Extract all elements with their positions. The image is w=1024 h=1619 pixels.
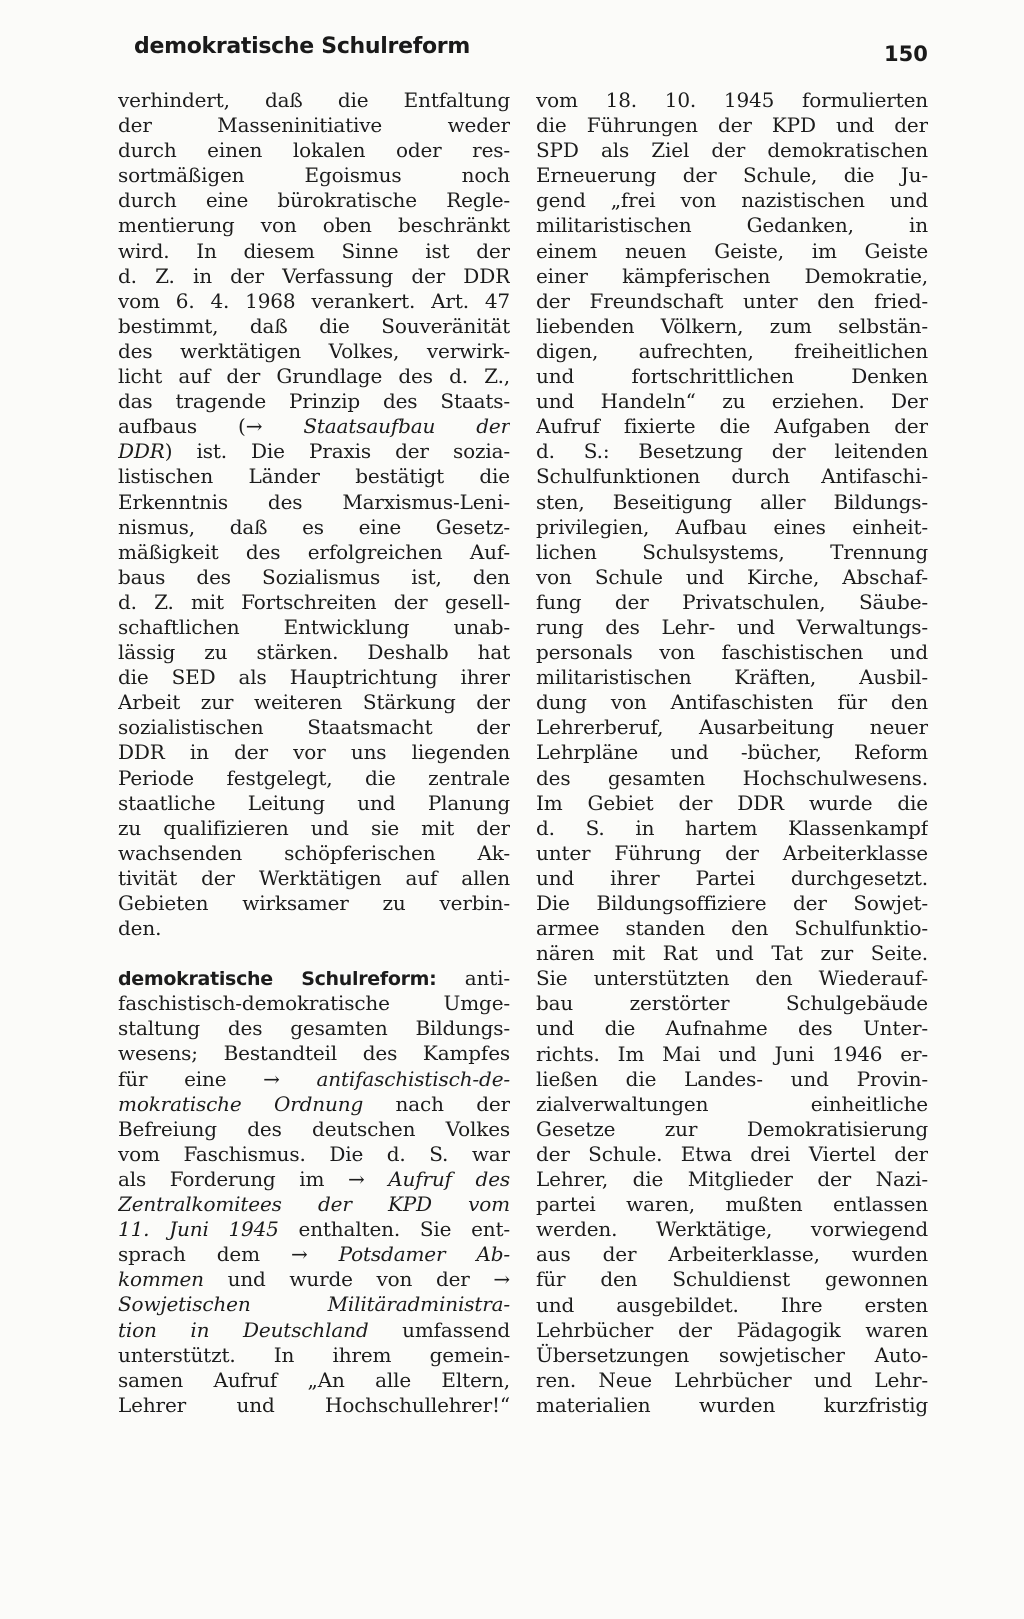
text-line: des gesamten Hochschulwesens.	[536, 765, 928, 790]
text-line: staatliche Leitung und Planung	[118, 790, 510, 815]
text-line: digen, aufrechten, freiheitlichen	[536, 338, 928, 363]
text-line: und ausgebildet. Ihre ersten	[536, 1292, 928, 1317]
text-line: zialverwaltungen einheitliche	[536, 1091, 928, 1116]
text-line: richts. Im Mai und Juni 1946 er-	[536, 1041, 928, 1066]
text-line: des werktätigen Volkes, verwirk-	[118, 338, 510, 363]
text-line: liebenden Völkern, zum selbstän-	[536, 313, 928, 338]
text-line: staltung des gesamten Bildungs-	[118, 1016, 510, 1041]
text-line: sten, Beseitigung aller Bildungs-	[536, 489, 928, 514]
page-number: 150	[884, 42, 928, 66]
text-line: bau zerstörter Schulgebäude	[536, 991, 928, 1016]
text-line: d. Z. in der Verfassung der DDR	[118, 263, 510, 288]
cross-reference: Potsdamer Ab-	[338, 1242, 510, 1267]
text-line: Lehrer, die Mitglieder der Nazi-	[536, 1167, 928, 1192]
text-line: d. Z. mit Fortschreiten der gesell-	[118, 589, 510, 614]
text-line: und Handeln“ zu erziehen. Der	[536, 389, 928, 414]
text-line: und die Aufnahme des Unter-	[536, 1016, 928, 1041]
text-line: für den Schuldienst gewonnen	[536, 1267, 928, 1292]
text-line: partei waren, mußten entlassen	[536, 1192, 928, 1217]
text-run: für eine →	[118, 1066, 317, 1091]
left-column	[118, 88, 510, 1418]
text-line: das tragende Prinzip des Staats-	[118, 389, 510, 414]
cross-reference: Sowjetischen Militäradministra-	[118, 1292, 510, 1317]
text-line: Arbeit zur weiteren Stärkung der	[118, 690, 510, 715]
text-line: den.	[118, 916, 162, 941]
text-line: Periode festgelegt, die zentrale	[118, 765, 510, 790]
text-run: und wurde von der →	[203, 1267, 510, 1292]
text-line: mäßigkeit des erfolgreichen Auf-	[118, 539, 510, 564]
cross-reference: Aufruf des	[388, 1166, 510, 1191]
text-line: listischen Länder bestätigt die	[118, 464, 510, 489]
text-line: nismus, daß es eine Gesetz-	[118, 514, 510, 539]
text-line: wird. In diesem Sinne ist der	[118, 238, 510, 263]
text-line: Erkenntnis des Marxismus-Leni-	[118, 489, 510, 514]
text-line	[118, 966, 510, 991]
text-line: Schulfunktionen durch Antifaschi-	[536, 464, 928, 489]
text-line: mentierung von oben beschränkt	[118, 213, 510, 238]
text-line	[118, 1092, 510, 1117]
cross-reference: Staatsaufbau der	[303, 414, 510, 439]
text-line	[118, 1267, 510, 1292]
entry-headword: demokratische Schulreform:	[118, 968, 437, 991]
text-line: d. S. in hartem Klassenkampf	[536, 815, 928, 840]
text-line: Aufruf fixierte die Aufgaben der	[536, 414, 928, 439]
text-line: lässig zu stärken. Deshalb hat	[118, 640, 510, 665]
text-line: vom 6. 4. 1968 verankert. Art. 47	[118, 288, 510, 313]
cross-reference: mokratische Ordnung	[118, 1091, 364, 1116]
text-line	[118, 439, 510, 464]
text-line: und fortschrittlichen Denken	[536, 364, 928, 389]
cross-reference: 11. Juni 1945	[118, 1217, 279, 1242]
text-line	[118, 1318, 510, 1343]
text-line: sozialistischen Staatsmacht der	[118, 715, 510, 740]
text-line: ließen die Landes- und Provin-	[536, 1066, 928, 1091]
text-line: nären mit Rat und Tat zur Seite.	[536, 941, 928, 966]
text-line: durch einen lokalen oder res-	[118, 138, 510, 163]
text-line: faschistisch-demokratische Umge-	[118, 991, 510, 1016]
text-run: sprach dem →	[118, 1242, 339, 1267]
right-column	[536, 88, 928, 1418]
text-line	[118, 1192, 510, 1217]
cross-reference: DDR	[118, 439, 165, 464]
text-line: gend „frei von nazistischen und	[536, 188, 928, 213]
text-line: baus des Sozialismus ist, den	[118, 564, 510, 589]
cross-reference: kommen	[118, 1267, 204, 1292]
text-line	[118, 1217, 510, 1242]
text-line: ren. Neue Lehrbücher und Lehr-	[536, 1367, 928, 1392]
text-line: und ihrer Partei durchgesetzt.	[536, 865, 928, 890]
text-line: militaristischen Gedanken, in	[536, 213, 928, 238]
text-line: durch eine bürokratische Regle-	[118, 188, 510, 213]
text-run: enthalten. Sie ent-	[278, 1217, 510, 1242]
text-line: unter Führung der Arbeiterklasse	[536, 840, 928, 865]
text-line: vom 18. 10. 1945 formulierten	[536, 88, 928, 112]
text-line: Gesetze zur Demokratisierung	[536, 1116, 928, 1141]
text-line	[118, 414, 510, 439]
text-line: der Masseninitiative weder	[118, 113, 510, 138]
text-line: unterstützt. In ihrem gemein-	[118, 1342, 510, 1367]
text-run: anti-	[436, 966, 510, 991]
text-line: fung der Privatschulen, Säube-	[536, 589, 928, 614]
text-line: armee standen den Schulfunktio-	[536, 916, 928, 941]
text-run: aufbaus (→	[118, 414, 304, 439]
text-line: von Schule und Kirche, Abschaf-	[536, 564, 928, 589]
text-line: der Freundschaft unter den fried-	[536, 288, 928, 313]
text-line: Lehrpläne und -bücher, Reform	[536, 740, 928, 765]
text-run: nach der	[363, 1091, 510, 1116]
text-line: bestimmt, daß die Souveränität	[118, 313, 510, 338]
text-run: als Forderung im →	[118, 1166, 389, 1191]
text-line: schaftlichen Entwicklung unab-	[118, 614, 510, 639]
text-line: einer kämpferischen Demokratie,	[536, 263, 928, 288]
running-head: demokratische Schulreform	[134, 34, 470, 59]
text-line: der Schule. Etwa drei Viertel der	[536, 1141, 928, 1166]
paragraph-gap	[118, 941, 510, 966]
text-run: ) ist. Die Praxis der sozia-	[164, 439, 510, 464]
text-line: privilegien, Aufbau eines einheit-	[536, 514, 928, 539]
text-line: rung des Lehr- und Verwaltungs-	[536, 614, 928, 639]
text-line: DDR in der vor uns liegenden	[118, 740, 510, 765]
text-line: werden. Werktätige, vorwiegend	[536, 1217, 928, 1242]
text-line: SPD als Ziel der demokratischen	[536, 138, 928, 163]
text-line: Befreiung des deutschen Volkes	[118, 1116, 510, 1141]
text-line: Lehrbücher der Pädagogik waren	[536, 1317, 928, 1342]
text-line: wachsenden schöpferischen Ak-	[118, 840, 510, 865]
text-line: sortmäßigen Egoismus noch	[118, 163, 510, 188]
text-line: vom Faschismus. Die d. S. war	[118, 1141, 510, 1166]
text-line: wesens; Bestandteil des Kampfes	[118, 1041, 510, 1066]
text-line: tivität der Werktätigen auf allen	[118, 865, 510, 890]
text-line	[118, 1067, 510, 1092]
cross-reference: tion in Deutschland	[118, 1317, 369, 1342]
text-line: Lehrerberuf, Ausarbeitung neuer	[536, 715, 928, 740]
text-line: Sie unterstützten den Wiederauf-	[536, 966, 928, 991]
text-line: die SED als Hauptrichtung ihrer	[118, 665, 510, 690]
text-line: d. S.: Besetzung der leitenden	[536, 439, 928, 464]
text-line: Im Gebiet der DDR wurde die	[536, 790, 928, 815]
text-line: lichen Schulsystems, Trennung	[536, 539, 928, 564]
text-line: zu qualifizieren und sie mit der	[118, 815, 510, 840]
text-line: die Führungen der KPD und der	[536, 113, 928, 138]
text-line: aus der Arbeiterklasse, wurden	[536, 1242, 928, 1267]
text-line: Lehrer und Hochschullehrer!“	[118, 1392, 510, 1417]
text-line: personals von faschistischen und	[536, 640, 928, 665]
cross-reference: antifaschistisch-de-	[316, 1066, 510, 1091]
text-line: Gebieten wirksamer zu verbin-	[118, 891, 510, 915]
text-line: materialien wurden kurzfristig	[536, 1392, 928, 1417]
text-line: militaristischen Kräften, Ausbil-	[536, 665, 928, 690]
text-line: verhindert, daß die Entfaltung	[118, 88, 510, 112]
text-run: umfassend	[368, 1317, 510, 1342]
cross-reference: Zentralkomitees der KPD vom	[118, 1192, 510, 1217]
text-line: Die Bildungsoffiziere der Sowjet-	[536, 891, 928, 915]
text-line: Erneuerung der Schule, die Ju-	[536, 163, 928, 188]
text-line: einem neuen Geiste, im Geiste	[536, 238, 928, 263]
text-line: licht auf der Grundlage des d. Z.,	[118, 364, 510, 389]
text-line	[118, 1242, 510, 1267]
text-line	[118, 1167, 510, 1192]
text-line	[118, 1292, 510, 1317]
text-line: dung von Antifaschisten für den	[536, 690, 928, 715]
text-line: Übersetzungen sowjetischer Auto-	[536, 1342, 928, 1367]
text-line: samen Aufruf „An alle Eltern,	[118, 1367, 510, 1392]
